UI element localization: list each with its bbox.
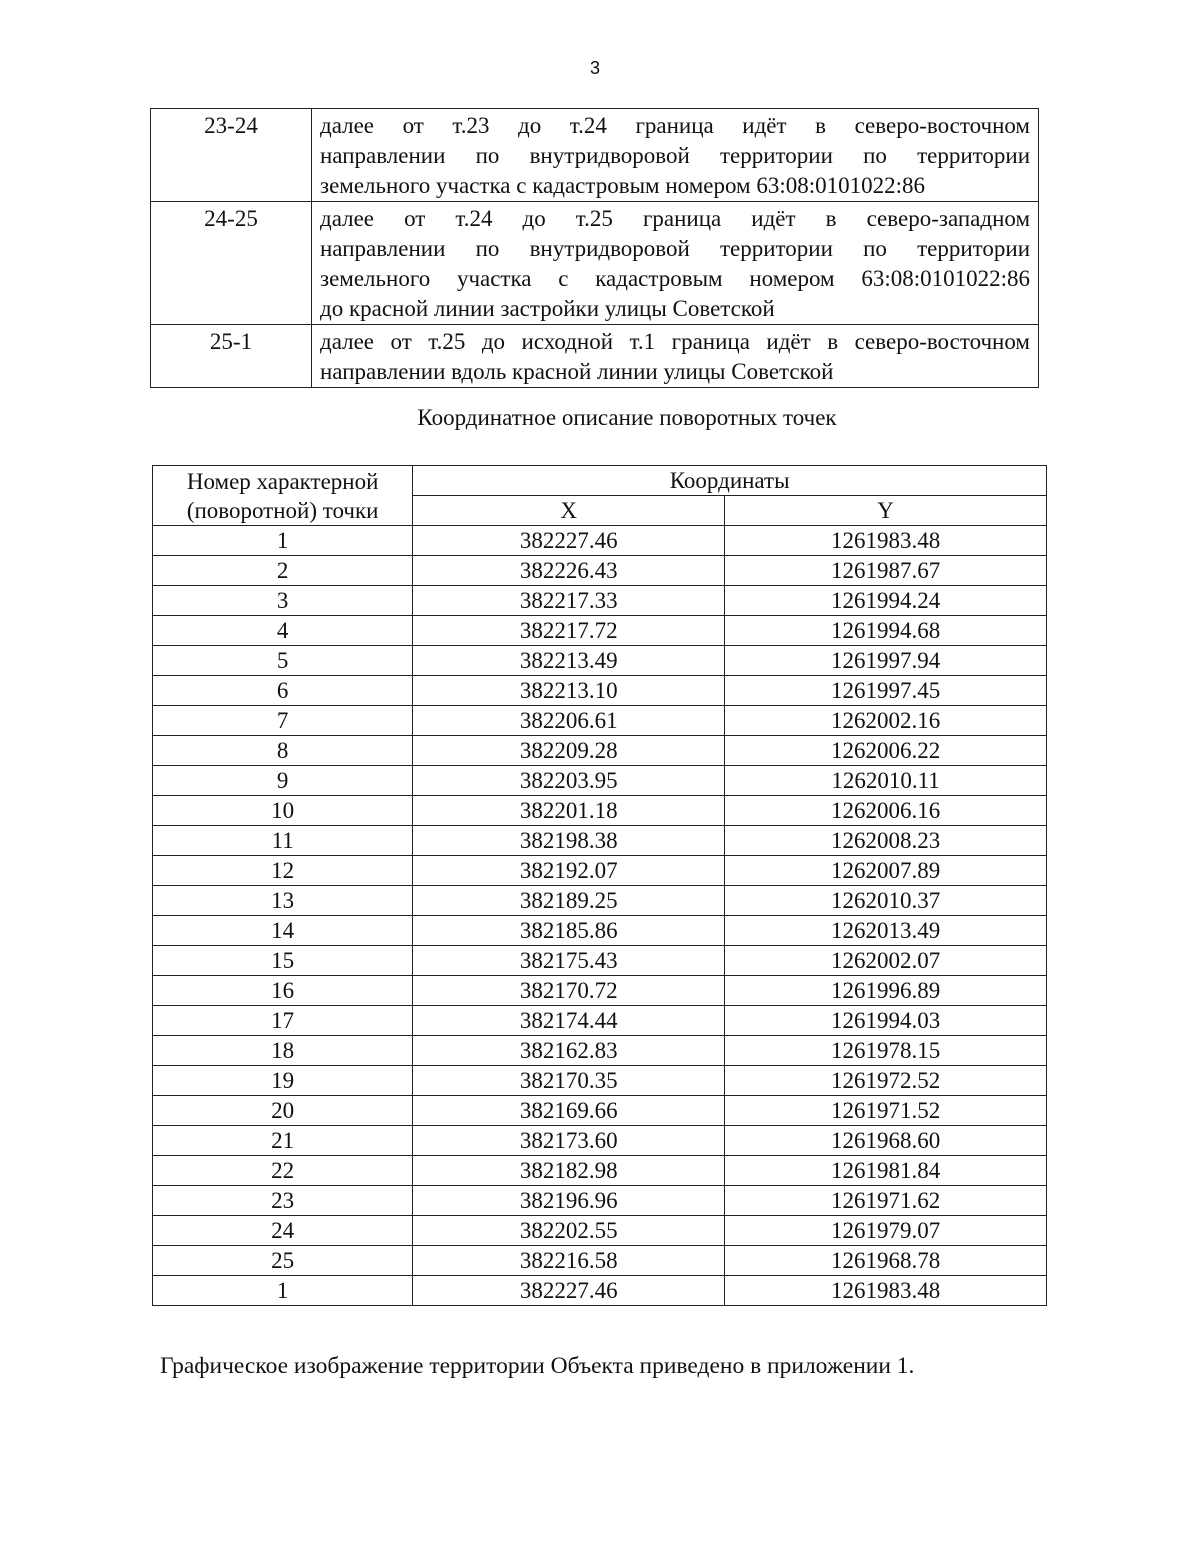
x-coordinate-cell: 382213.49 [413,646,725,676]
coordinate-row [153,886,1047,916]
y-coordinate-cell: 1262007.89 [725,856,1047,886]
x-coordinate-cell: 382174.44 [413,1006,725,1036]
x-coordinate-cell: 382209.28 [413,736,725,766]
coordinate-row [153,1066,1047,1096]
description-line: далее от т.23 до т.24 граница идёт в северо-восточном [320,113,1030,138]
boundary-description-table [150,108,1039,388]
coordinates-table-header [153,466,1047,526]
header-row-1 [153,466,1047,496]
description-cell [312,202,1039,325]
x-coordinate-cell: 382170.35 [413,1066,725,1096]
y-coordinate-cell: 1262010.11 [725,766,1047,796]
coordinates-header: Координаты [413,466,1047,496]
point-number-cell: 18 [153,1036,413,1066]
boundary-row [151,109,1039,202]
point-number-cell: 21 [153,1126,413,1156]
description-line: направлении по внутридворовой территории по территории [320,236,1030,261]
x-coordinate-cell: 382175.43 [413,946,725,976]
x-coordinate-cell: 382206.61 [413,706,725,736]
coordinate-row [153,856,1047,886]
coordinate-row [153,1246,1047,1276]
x-coordinate-cell: 382182.98 [413,1156,725,1186]
coordinates-table-body [153,526,1047,1306]
y-coordinate-cell: 1262013.49 [725,916,1047,946]
x-coordinate-cell: 382173.60 [413,1126,725,1156]
x-coordinate-cell: 382217.72 [413,616,725,646]
coordinate-row [153,826,1047,856]
y-coordinate-cell: 1261971.52 [725,1096,1047,1126]
coordinates-table [152,465,1047,1306]
coordinate-row [153,1036,1047,1066]
point-number-cell: 9 [153,766,413,796]
x-coordinate-cell: 382226.43 [413,556,725,586]
x-coordinate-cell: 382189.25 [413,886,725,916]
description-line: направлении по внутридворовой территории по территории [320,143,1030,168]
section-title: Координатное описание поворотных точек [417,405,837,430]
coordinate-row [153,646,1047,676]
point-number-cell: 12 [153,856,413,886]
y-coordinate-cell: 1261971.62 [725,1186,1047,1216]
coordinate-row [153,736,1047,766]
point-number-cell: 23 [153,1186,413,1216]
point-number-cell: 25 [153,1246,413,1276]
y-coordinate-cell: 1261981.84 [725,1156,1047,1186]
y-coordinate-cell: 1262006.16 [725,796,1047,826]
coordinate-row [153,1126,1047,1156]
coordinate-row [153,1186,1047,1216]
point-number-cell: 2 [153,556,413,586]
point-number-cell: 20 [153,1096,413,1126]
x-coordinate-cell: 382198.38 [413,826,725,856]
coordinate-row [153,676,1047,706]
point-number-cell: 1 [153,1276,413,1306]
description-line: далее от т.25 до исходной т.1 граница идёт в северо-восточном [320,329,1030,354]
y-coordinate-cell: 1261968.78 [725,1246,1047,1276]
y-coordinate-cell: 1262006.22 [725,736,1047,766]
x-coordinate-cell: 382201.18 [413,796,725,826]
coordinate-row [153,1006,1047,1036]
coordinate-row [153,616,1047,646]
y-coordinate-cell: 1261996.89 [725,976,1047,1006]
boundary-row [151,202,1039,325]
coordinate-row [153,1156,1047,1186]
y-coordinate-cell: 1261994.03 [725,1006,1047,1036]
description-line: направлении вдоль красной линии улицы Советской [320,359,834,384]
coordinate-row [153,766,1047,796]
x-coordinate-cell: 382213.10 [413,676,725,706]
x-coordinate-cell: 382217.33 [413,586,725,616]
segment-cell: 25-1 [151,325,312,388]
y-coordinate-cell: 1262010.37 [725,886,1047,916]
y-coordinate-cell: 1261983.48 [725,526,1047,556]
x-coordinate-cell: 382202.55 [413,1216,725,1246]
y-coordinate-cell: 1261979.07 [725,1216,1047,1246]
x-coordinate-cell: 382185.86 [413,916,725,946]
page-number: 3 [589,58,600,78]
point-number-cell: 6 [153,676,413,706]
coordinate-row [153,1216,1047,1246]
x-coordinate-cell: 382227.46 [413,526,725,556]
point-number-cell: 4 [153,616,413,646]
description-line: земельного участка с кадастровым номером 63:08:0101022:86 [320,266,1030,291]
y-coordinate-cell: 1261972.52 [725,1066,1047,1096]
point-number-cell: 1 [153,526,413,556]
coordinate-row [153,916,1047,946]
point-number-cell: 5 [153,646,413,676]
coordinate-row [153,946,1047,976]
segment-cell: 24-25 [151,202,312,325]
y-coordinate-cell: 1261968.60 [725,1126,1047,1156]
point-number-cell: 13 [153,886,413,916]
y-coordinate-cell: 1261994.68 [725,616,1047,646]
y-coordinate-cell: 1261978.15 [725,1036,1047,1066]
description-cell [312,325,1039,388]
x-coordinate-cell: 382227.46 [413,1276,725,1306]
x-coordinate-cell: 382203.95 [413,766,725,796]
y-coordinate-cell: 1262002.07 [725,946,1047,976]
coordinate-row [153,526,1047,556]
y-coordinate-cell: 1261994.24 [725,586,1047,616]
y-coordinate-cell: 1261997.45 [725,676,1047,706]
x-coordinate-cell: 382169.66 [413,1096,725,1126]
coordinate-row [153,706,1047,736]
y-coordinate-cell: 1262008.23 [725,826,1047,856]
x-coordinate-cell: 382192.07 [413,856,725,886]
point-number-cell: 22 [153,1156,413,1186]
point-number-cell: 14 [153,916,413,946]
point-number-cell: 15 [153,946,413,976]
description-line: земельного участка с кадастровым номером 63:08:0101022:86 [320,173,925,198]
coordinate-row [153,1276,1047,1306]
point-number-cell: 19 [153,1066,413,1096]
description-cell [312,109,1039,202]
x-coordinate-cell: 382196.96 [413,1186,725,1216]
coordinate-row [153,586,1047,616]
point-number-cell: 16 [153,976,413,1006]
point-number-cell: 3 [153,586,413,616]
point-number-cell: 8 [153,736,413,766]
point-number-cell: 10 [153,796,413,826]
x-coordinate-cell: 382162.83 [413,1036,725,1066]
y-header: Y [725,496,1047,526]
y-coordinate-cell: 1261983.48 [725,1276,1047,1306]
point-number-cell: 11 [153,826,413,856]
point-number-cell: 24 [153,1216,413,1246]
coordinate-row [153,556,1047,586]
y-coordinate-cell: 1261987.67 [725,556,1047,586]
coordinate-row [153,1096,1047,1126]
description-line: далее от т.24 до т.25 граница идёт в северо-западном [320,206,1030,231]
point-number-cell: 17 [153,1006,413,1036]
point-number-cell: 7 [153,706,413,736]
x-header: X [413,496,725,526]
y-coordinate-cell: 1262002.16 [725,706,1047,736]
boundary-table-body [151,109,1039,388]
coordinate-row [153,976,1047,1006]
y-coordinate-cell: 1261997.94 [725,646,1047,676]
segment-cell: 23-24 [151,109,312,202]
x-coordinate-cell: 382170.72 [413,976,725,1006]
footer-note: Графическое изображение территории Объекта приведено в приложении 1. [160,1353,915,1379]
x-coordinate-cell: 382216.58 [413,1246,725,1276]
boundary-row [151,325,1039,388]
coordinate-row [153,796,1047,826]
point-number-header: Номер характерной (поворотной) точки [153,466,413,526]
description-line: до красной линии застройки улицы Советской [320,296,775,321]
